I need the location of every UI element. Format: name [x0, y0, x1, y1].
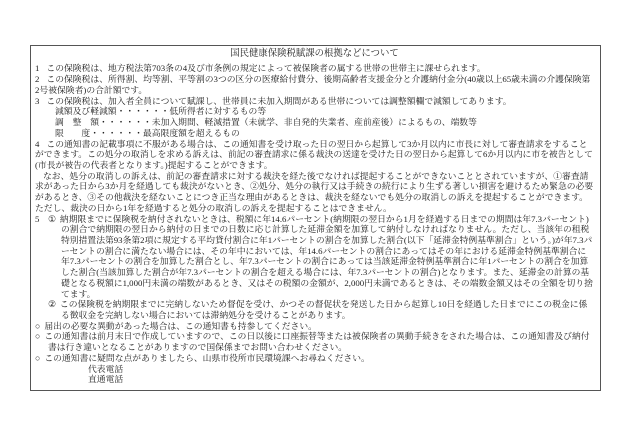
- item-5-sub-2-text: この保険税を納期限までに完納しないため督促を受け、かつその督促状を発送した日から起算し10日を経過した日までにこの税金に係る徴収金を完納しない場合においては滞納処分を受けることがあります。: [59, 299, 588, 320]
- item-1-number: 1: [35, 63, 40, 74]
- item-5-number: 5: [35, 213, 40, 224]
- note-bring-notice: [35, 321, 594, 332]
- item-3-sub-adjustment: 調 整 額・・・・・・未加入期間、軽減措置（未就学、非自発的失業者、産前産後）によるもの、端数等: [55, 117, 477, 128]
- note-questions-contact-text: この通知書に疑問な点がありましたら、山県市役所市民環境課へお尋ねください。: [44, 352, 370, 363]
- circle-marker: ○: [35, 331, 41, 342]
- note-questions-contact: [35, 353, 594, 364]
- circled-2-marker: ②: [48, 299, 56, 310]
- item-2-text: この保険税は、所得割、均等割、平等割の3つの区分の医療給付費分、後期高齢者支援金分と介護納付金分(40歳以上65歳未満の介護保険第2号被保険者)の合計額です。: [35, 74, 591, 95]
- item-4-note: なお、処分の取消しの訴えは、前記の審査請求に対する裁決を経た後でなければ提起することができないこととされていますが、①審査請求があった日から3か月を経過しても裁決がないとき、②処分、処分の執行又は手続きの続行により生ずる著しい損害を避けるため緊急の必要があるとき、③その他裁決を経ないことにつき正当な理由があるときは、裁決を経ないでも処分の取消しの訴えを提起することができます。ただし、裁決の日から1年を経過すると処分の取消しの訴えを提起することはできません。: [35, 170, 594, 213]
- item-5: [35, 214, 594, 321]
- item-2: [35, 74, 594, 95]
- circle-marker: ○: [35, 320, 41, 331]
- phone-direct-label: 直通電話: [88, 374, 124, 385]
- item-3: [35, 96, 594, 107]
- item-3-sub-reduction: 減額及び軽減額・・・・・・低所得者に対するもの等: [55, 106, 267, 117]
- note-created-prev-month: [35, 331, 594, 352]
- document-box: [30, 45, 601, 391]
- item-5-sub-2: [35, 299, 594, 320]
- item-4-text: この通知書の記載事項に不服がある場合は、この通知書を受け取った日の翌日から起算して3か月以内に市長に対して審査請求をすることができます。この処分の取消しを求める訴えは、前記の審査請求に係る裁決の送達を受けた日の翌日から起算して6か月以内に市を被告として(市長が被告の代表者となります。)提起することができます。: [35, 138, 593, 170]
- phone-main-label: 代表電話: [88, 363, 124, 374]
- note-created-prev-month-text: この通知書は前月末日で作成していますので、この日以後に口座振替等または被保険者の異動手続きをされた場合は、この通知書及び納付書は行き違いとなることがありますので国保係までお問い合わせください。: [44, 331, 590, 353]
- item-3-text: この保険税は、加入者全員について賦課し、世帯員に未加入期間がある世帯については調整額欄で減額してあります。: [46, 95, 512, 106]
- item-5-sub-1: [35, 214, 594, 300]
- item-4: [35, 139, 594, 171]
- item-1: [35, 63, 594, 74]
- item-3-number: 3: [35, 95, 40, 106]
- item-4-number: 4: [35, 138, 40, 149]
- item-2-number: 2: [35, 74, 40, 85]
- item-3-sub-limit: 限 度・・・・・・最高限度額を超えるもの: [55, 127, 240, 138]
- item-1-text: この保険税は、地方税法第703条の4及び市条例の規定によって被保険者の属する世帯の世帯主に課せられます。: [46, 63, 486, 74]
- circle-marker: ○: [35, 352, 41, 363]
- item-5-sub-1-text: 納期限までに保険税を納付されないときは、税額に年14.6パーセント(納期限の翌日から1月を経過する日までの期間は年7.3パーセント)の割合で納期限の翌日から納付の日までの日数に応じ計算した延滞金額を加算して納付しなければなりません。ただし、当該年の租税特別措置法第93条第2項に規定する平均貸付割合に年1パーセントの割合を加算した割合(以下「延滞金特例基準割合」という。)が年7.3パーセントの割合に満たない場合には、その年中においては、年14.6パーセントの割合にあってはその年における延滞金特例基準割合に年7.3パーセントの割合を加算した割合とし、年7.3パーセントの割合にあっては当該延滞金特例基準割合に年1パーセントの割合を加算した割合(当該加算した割合が年7.3パーセントの割合を超える場合には、年7.3パーセントの割合)となります。また、延滞金の計算の基礎となる税額に1,000円未満の端数があるとき、又はその税額の金額が、2,000円未満であるときは、その端数金額又はその全額を切り捨てます。: [59, 213, 593, 299]
- note-bring-notice-text: 届出の必要な異動があった場合は、この通知書も持参してください。: [44, 320, 317, 331]
- doc-title: 国民健康保険税賦課の根拠などについて: [230, 49, 399, 59]
- circled-1-marker: ①: [48, 213, 56, 224]
